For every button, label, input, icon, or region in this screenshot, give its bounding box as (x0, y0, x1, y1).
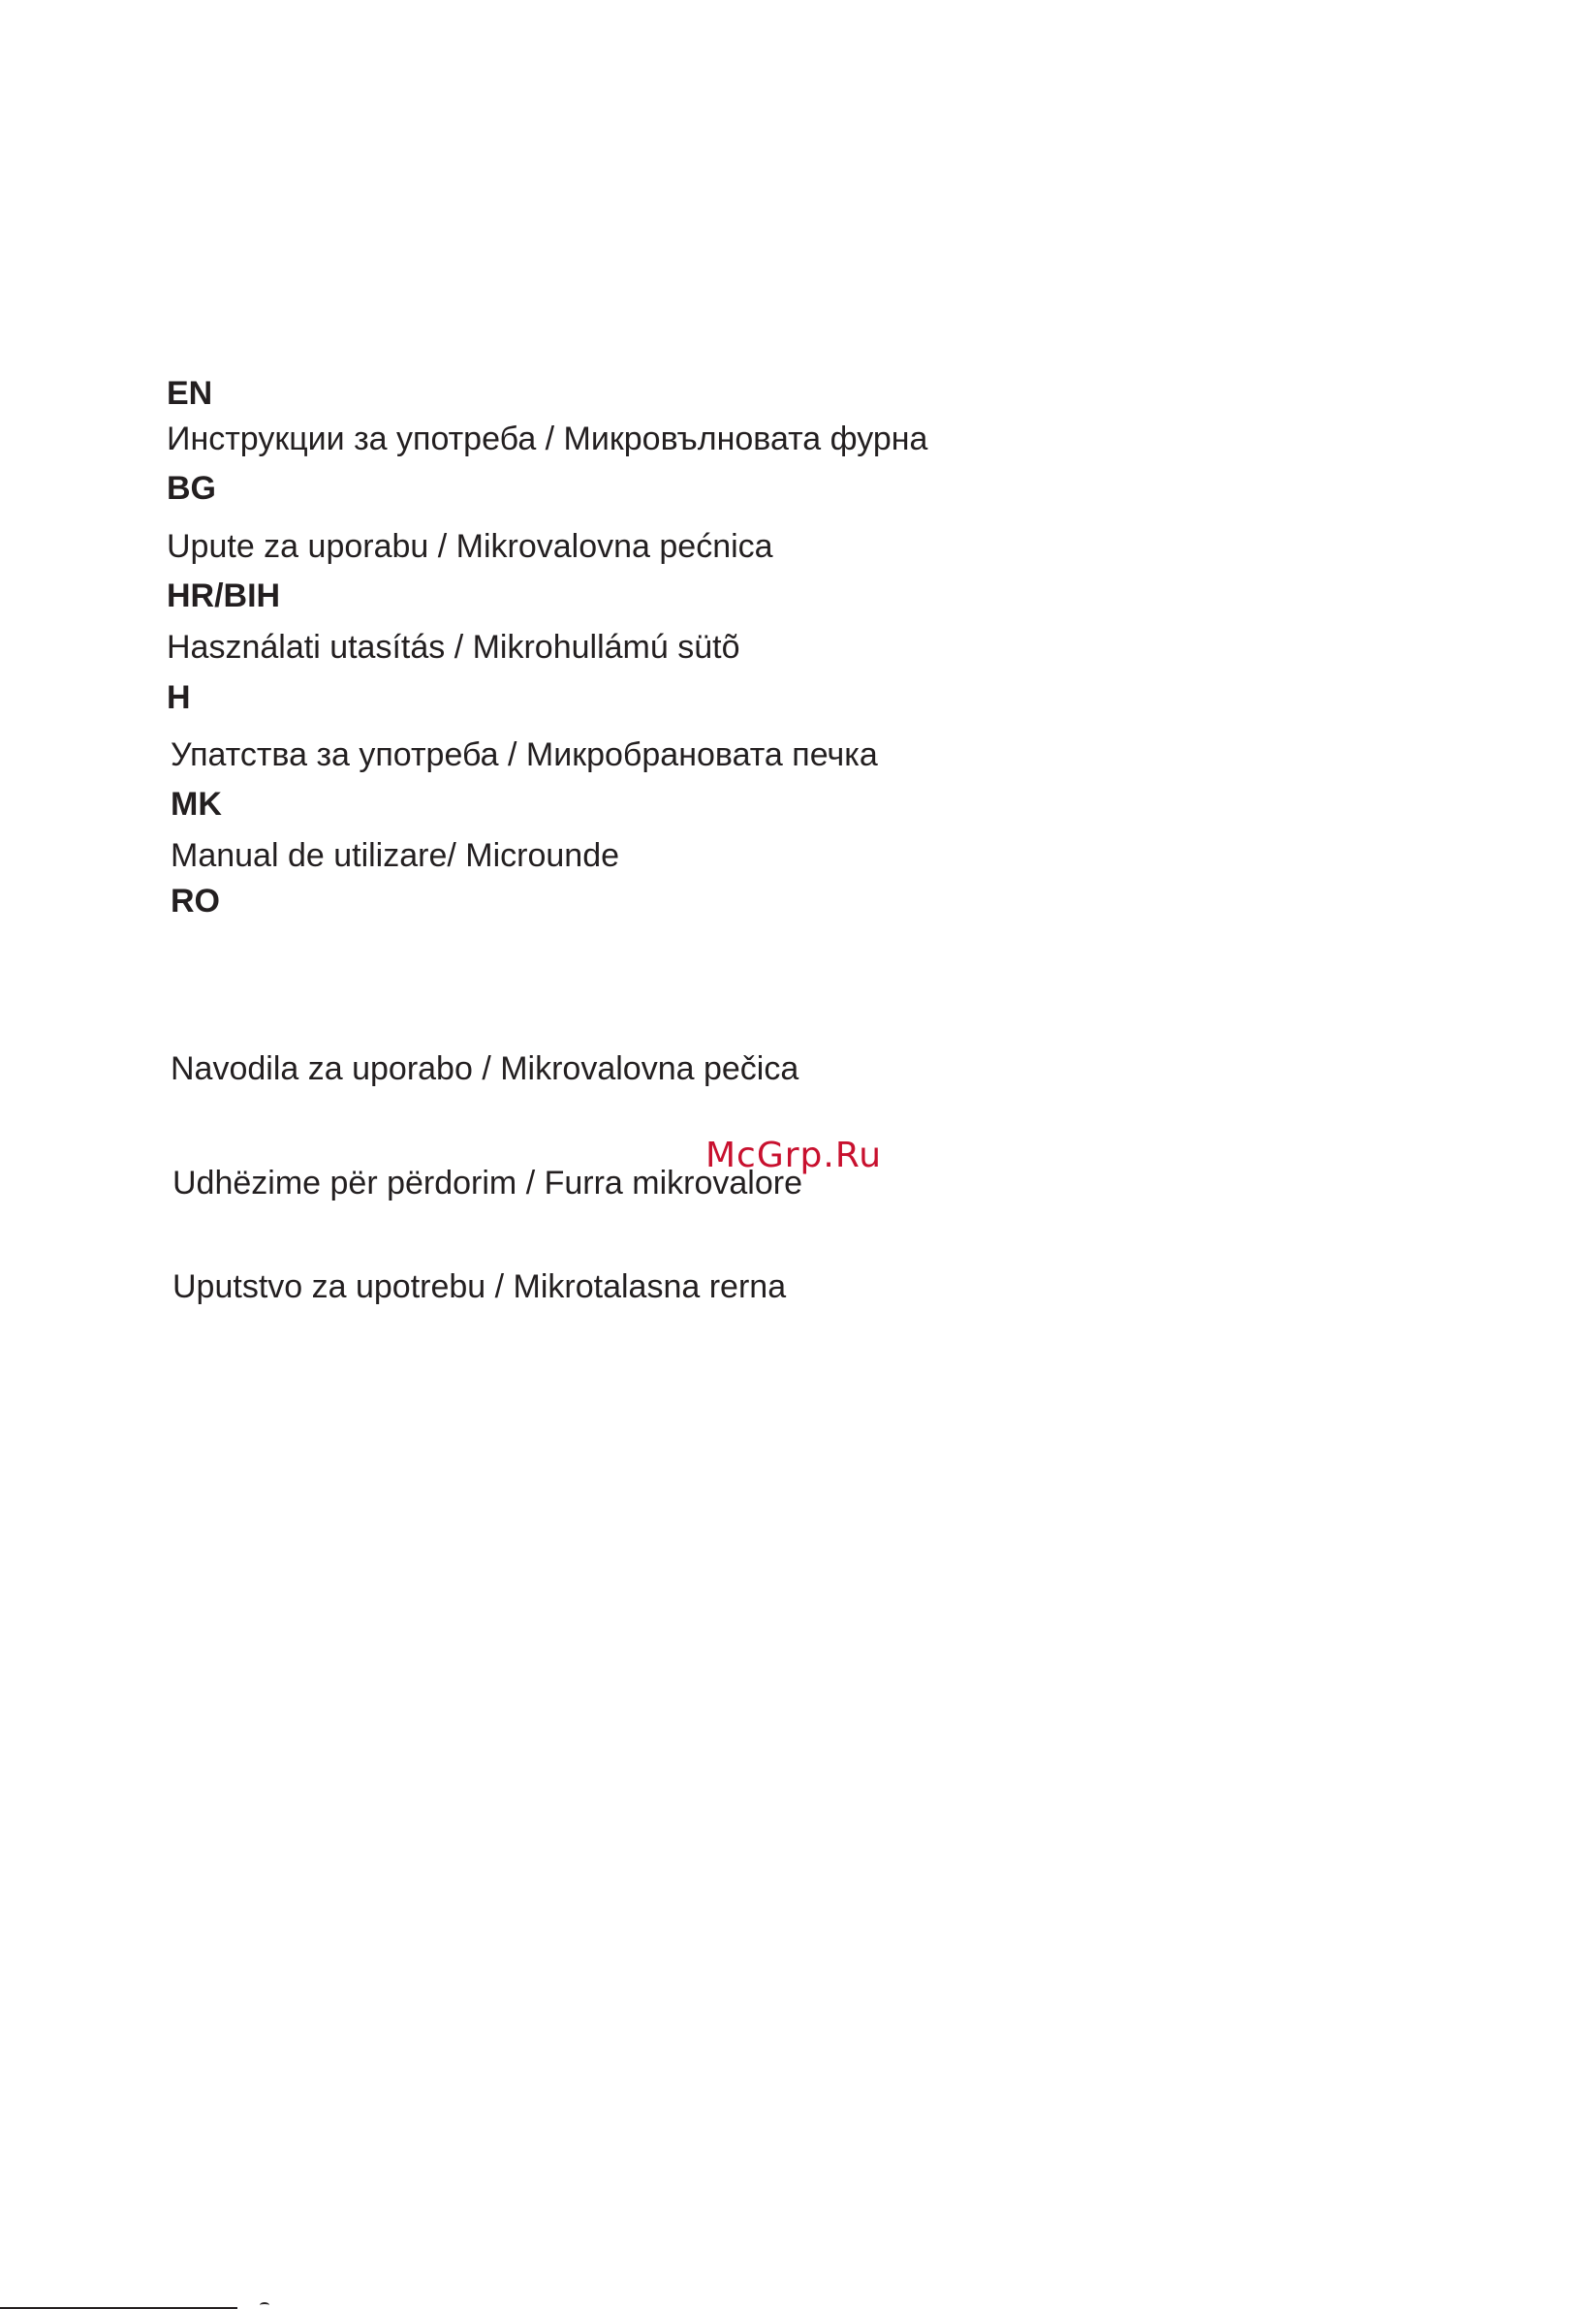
footer-mark (260, 2302, 269, 2308)
language-title-al: Udhëzime për përdorim / Furra mikrovalore (172, 1165, 802, 1201)
language-title-sr: Uputstvo za upotrebu / Mikrotalasna rerna (172, 1268, 787, 1305)
language-code-h: H (167, 679, 191, 716)
language-title-bg: Upute za uporabu / Mikrovalovna pećnica (167, 528, 773, 565)
watermark: McGrp.Ru (705, 1136, 883, 1175)
language-code-bg: BG (167, 470, 216, 507)
language-title-mk: Manual de utilizare/ Microunde (171, 837, 620, 874)
language-title-hr-bih: Használati utasítás / Mikrohullámú sütõ (167, 629, 740, 666)
language-code-hr-bih: HR/BIH (167, 577, 281, 614)
language-title-sl: Navodila za uporabo / Mikrovalovna pečica (171, 1050, 799, 1087)
language-code-en: EN (167, 375, 213, 412)
language-title-h: Упатства за употреба / Микробрановата печка (171, 736, 878, 773)
language-code-mk: MK (171, 786, 222, 823)
language-title-en: Инструкции за употреба / Микровълновата фурна (167, 421, 928, 457)
language-code-ro: RO (171, 883, 220, 920)
